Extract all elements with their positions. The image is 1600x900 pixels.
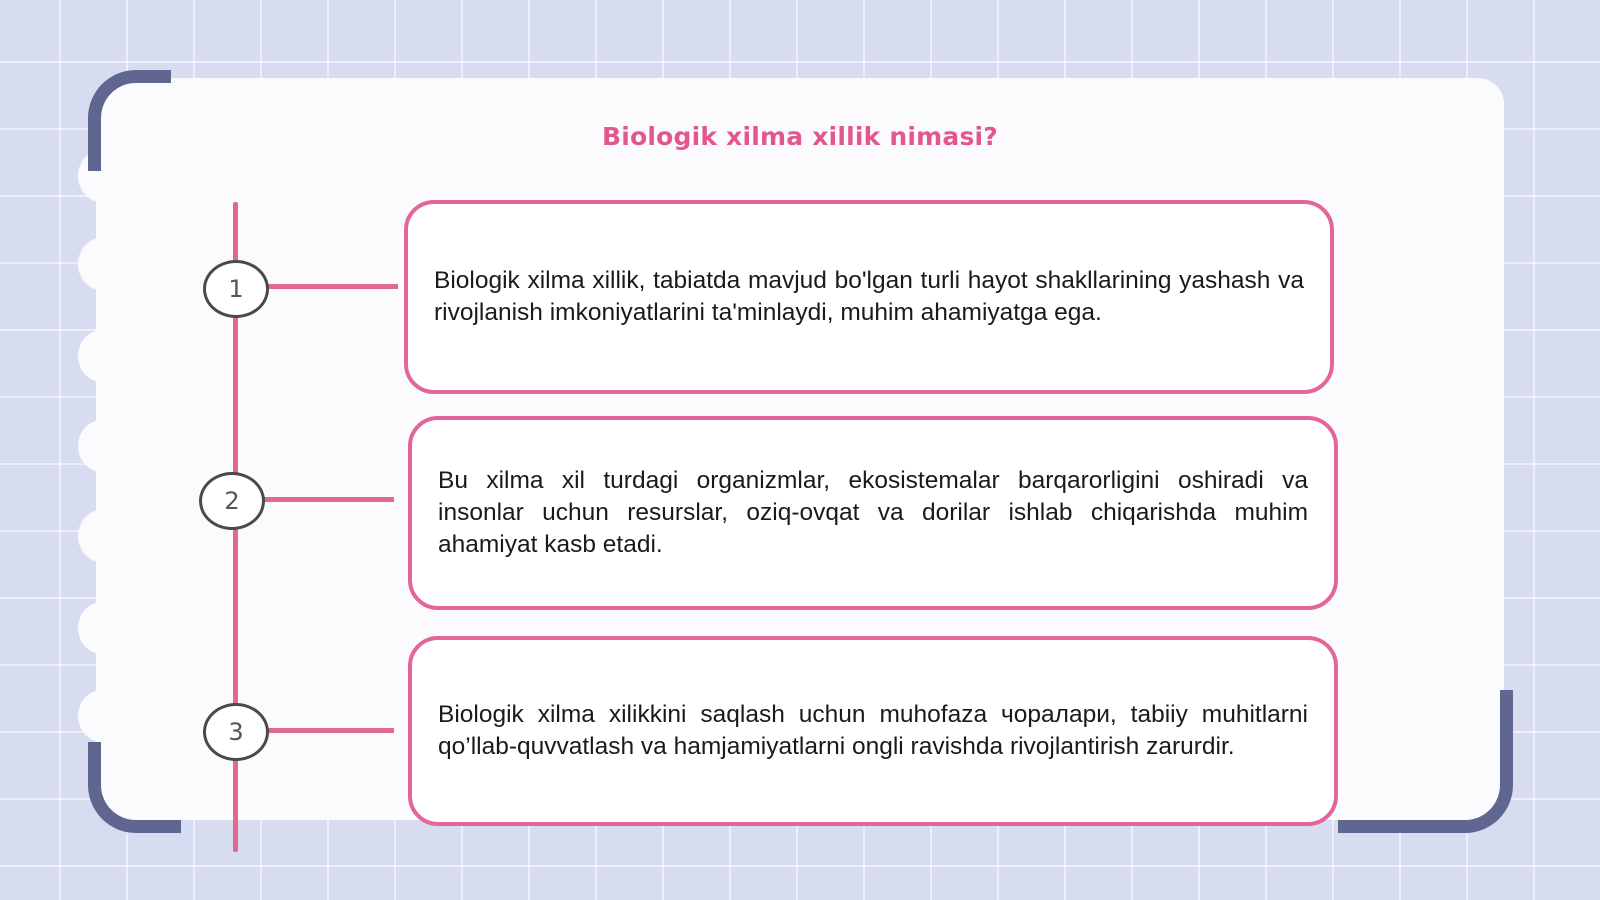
timeline-connector xyxy=(262,728,394,733)
sheet-scallop xyxy=(78,238,126,290)
info-card-text: Biologik xilma xilikkini saqlash uchun muhofaza чоралари, tabiiy muhitlarni qo’llab-quvvatlash va hamjamiyatlarni ongli ravishda rivojlantirish zarurdir. xyxy=(438,701,1308,760)
sheet-scallop xyxy=(78,690,126,742)
step-number-badge: 2 xyxy=(199,472,265,530)
info-card xyxy=(404,200,1334,394)
timeline-connector xyxy=(262,497,394,502)
timeline-connector xyxy=(262,284,398,289)
info-card xyxy=(408,636,1338,826)
sheet-scallop xyxy=(78,510,126,562)
step-number-badge: 1 xyxy=(203,260,269,318)
corner-bracket-bottom-right xyxy=(1338,690,1513,833)
sheet-scallop xyxy=(78,330,126,382)
corner-bracket-top-left xyxy=(88,70,171,171)
info-card xyxy=(408,416,1338,610)
info-card-text: Biologik xilma xillik, tabiatda mavjud bo'lgan turli hayot shakllarining yashash va rivojlanish imkoniyatlarini ta'minlaydi, muhim ahamiyatga ega. xyxy=(434,267,1304,326)
slide-title: Biologik xilma xillik nimasi? xyxy=(602,122,998,151)
sheet-scallop xyxy=(78,420,126,472)
info-card-text: Bu xilma xil turdagi organizmlar, ekosistemalar barqarorligini oshiradi va insonlar uchun resurslar, oziq-ovqat va dorilar ishlab chiqarishda muhim ahamiyat kasb etadi. xyxy=(438,467,1308,558)
step-number-badge: 3 xyxy=(203,703,269,761)
corner-bracket-bottom-left xyxy=(88,742,181,833)
sheet-scallop xyxy=(78,602,126,654)
